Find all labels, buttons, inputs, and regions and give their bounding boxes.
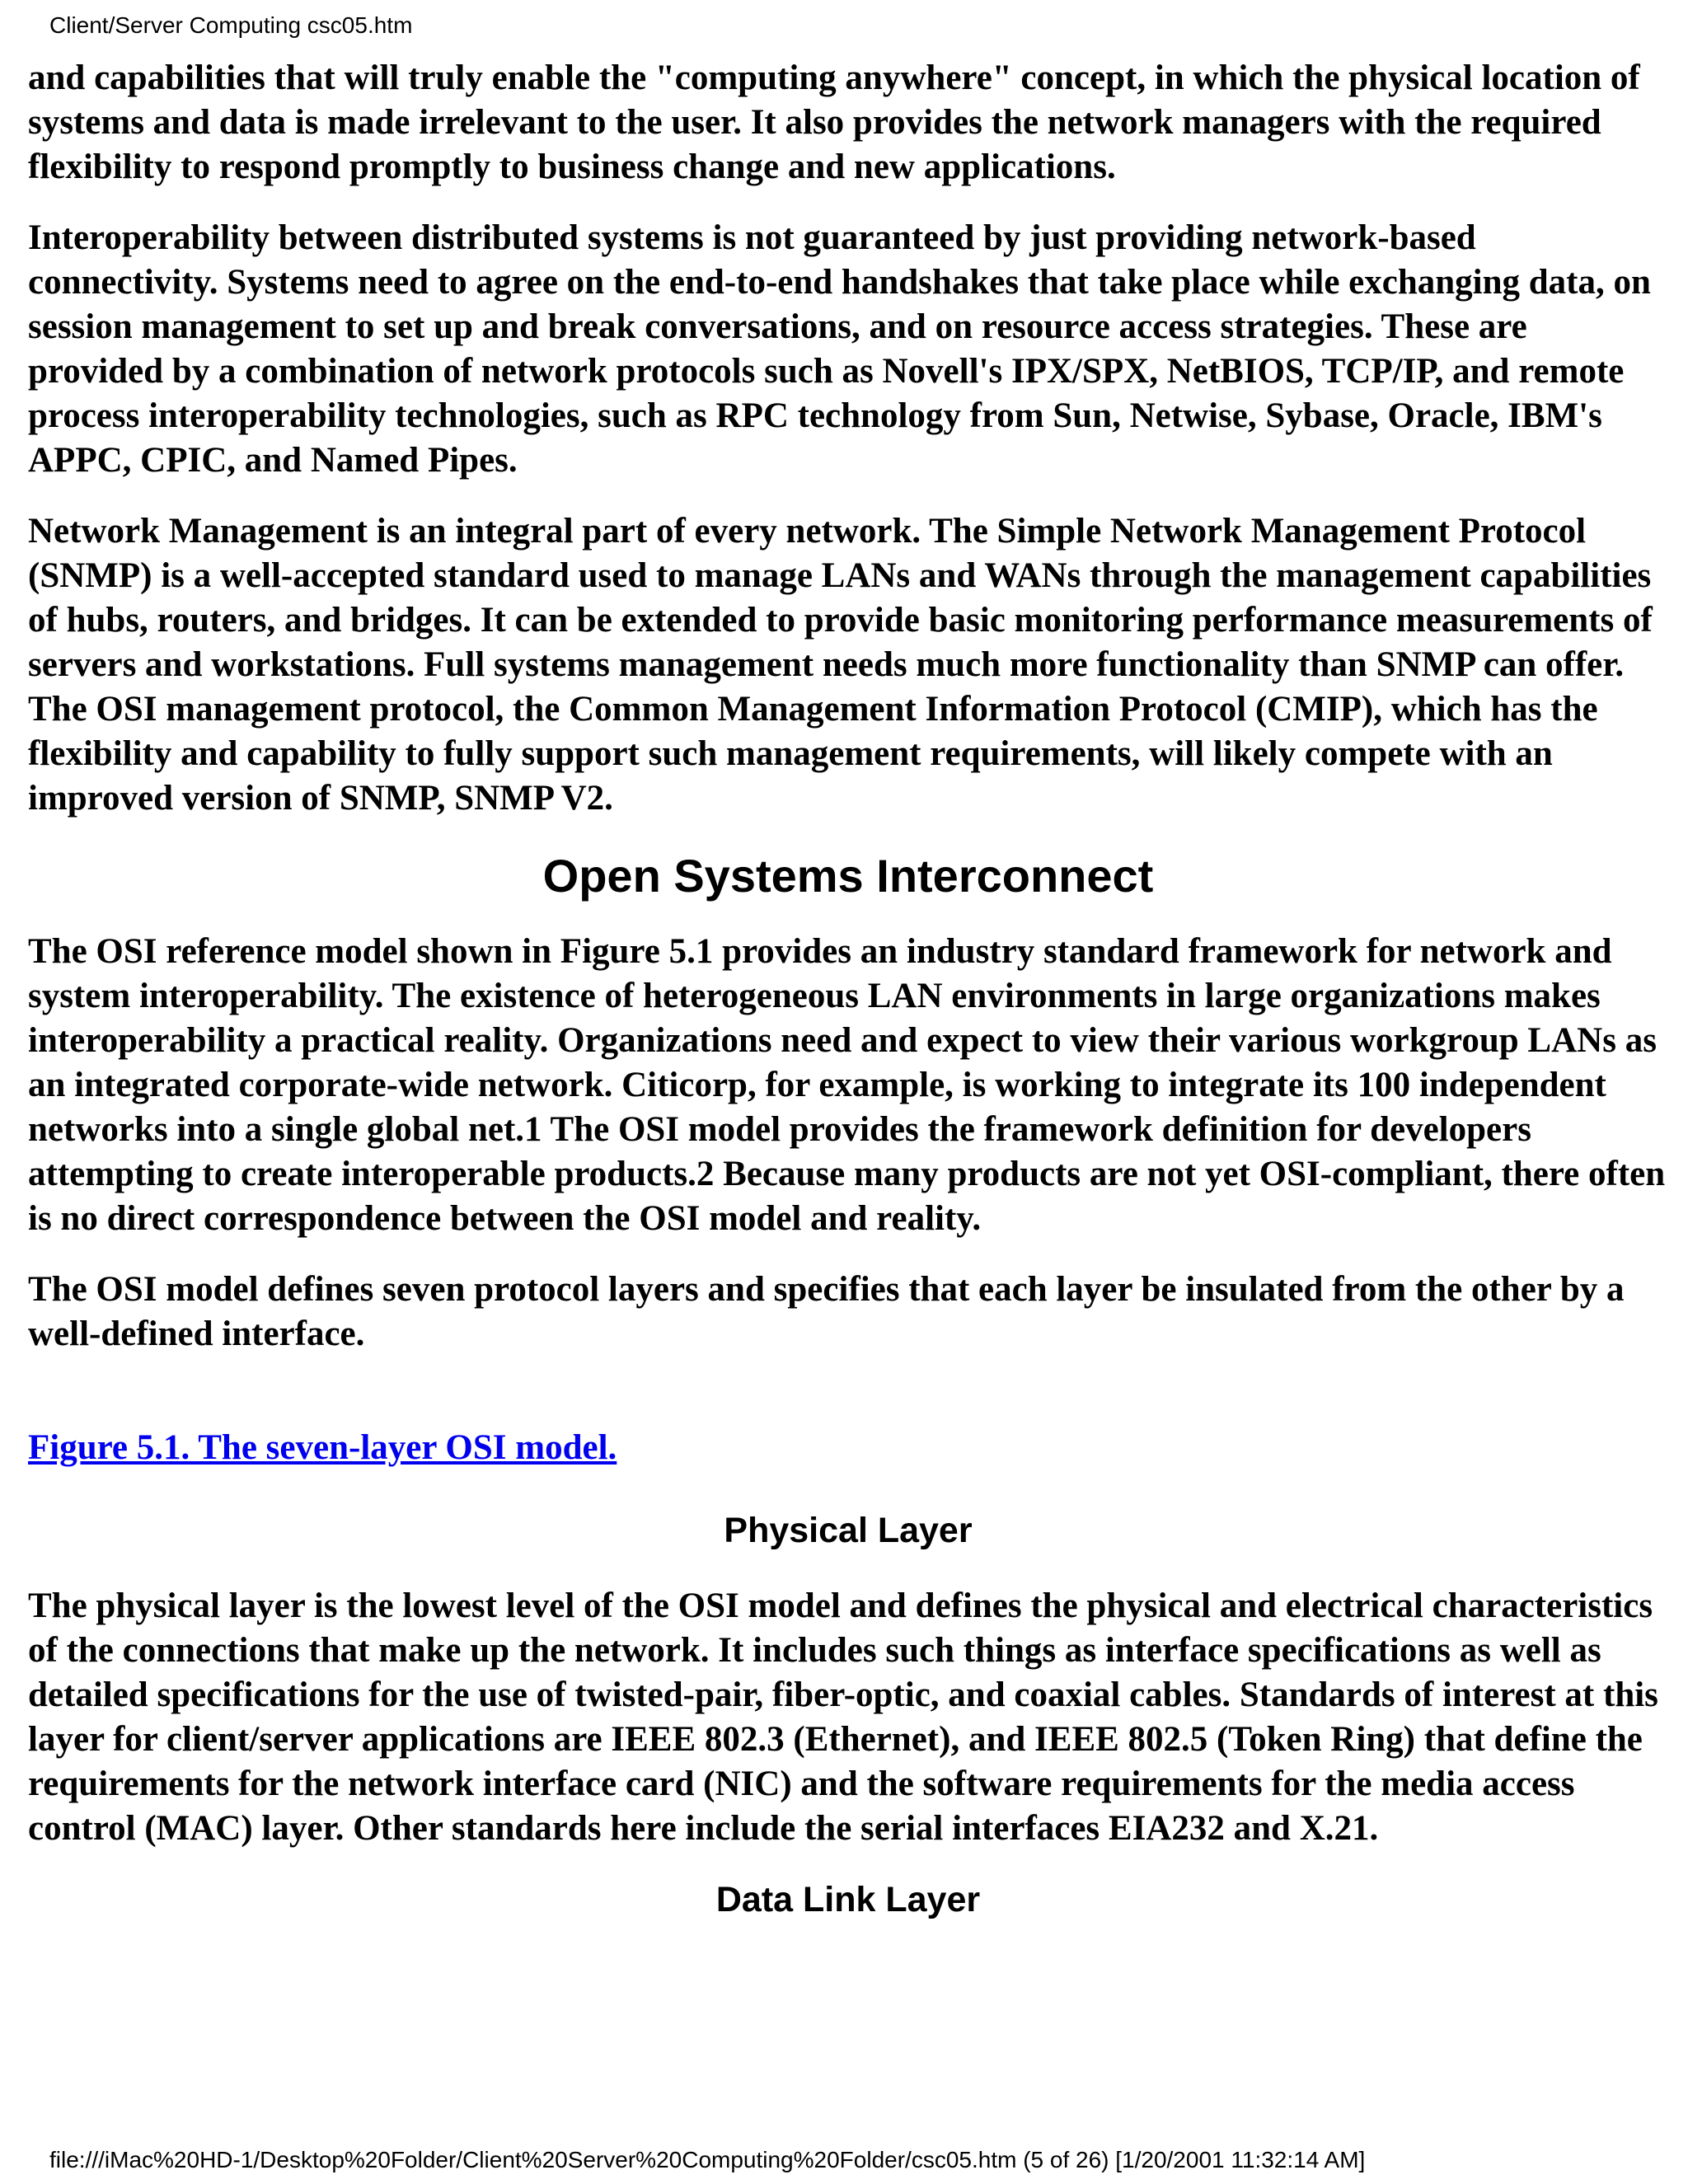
heading-physical-layer: Physical Layer (724, 1511, 973, 1550)
heading-open-systems-interconnect: Open Systems Interconnect (542, 850, 1154, 902)
print-header-title: Client/Server Computing csc05.htm (49, 12, 413, 38)
paragraph-interoperability: Interoperability between distributed systems is not guaranteed by just providing network-based connectivity. Systems need to agree on the end-to-end handshakes that take place while exchanging data, on session management to set up and break conversations, and on resource access strategies. These are provided by a combination of network protocols such as Novell's IPX/SPX, NetBIOS, TCP/IP, and remote process interoperability technologies, such as RPC technology from Sun, Netwise, Sybase, Oracle, IBM's APPC, CPIC, and Named Pipes. (28, 218, 1651, 480)
figure-5-1-link[interactable]: Figure 5.1. The seven-layer OSI model. (28, 1428, 617, 1467)
print-footer-url: file:///iMac%20HD-1/Desktop%20Folder/Client%20Server%20Computing%20Folder/csc05.htm (5 of 26) [1/20/2001 11:32:14 AM] (49, 2147, 1366, 2172)
paragraph-computing-anywhere: and capabilities that will truly enable the "computing anywhere" concept, in which the physical location of systems and data is made irrelevant to the user. It also provides the network managers with the required flexibility to respond promptly to business change and new applications. (28, 59, 1640, 186)
paragraph-physical-layer: The physical layer is the lowest level of the OSI model and defines the physical and electrical characteristics of the connections that make up the network. It includes such things as interface specifications as well as detailed specifications for the use of twisted-pair, fiber-optic, and coaxial cables. Standards of interest at this layer for client/server applications are IEEE 802.3 (Ethernet), and IEEE 802.5 (Token Ring) that define the requirements for the network interface card (NIC) and the software requirements for the media access control (MAC) layer. Other standards here include the serial interfaces EIA232 and X.21. (28, 1586, 1658, 1848)
document-body (28, 56, 1668, 1953)
paragraph-osi-reference-model: The OSI reference model shown in Figure 5.1 provides an industry standard framework for network and system interoperability. The existence of heterogeneous LAN environments in large organizations makes interoperability a practical reality. Organizations need and expect to view their various workgroup LANs as an integrated corporate-wide network. Citicorp, for example, is working to integrate its 100 independent networks into a single global net.1 The OSI model provides the framework definition for developers attempting to create interoperable products.2 Because many products are not yet OSI-compliant, there often is no direct correspondence between the OSI model and reality. (28, 932, 1666, 1238)
heading-data-link-layer: Data Link Layer (715, 1880, 981, 1919)
paragraph-network-management: Network Management is an integral part of every network. The Simple Network Management Protocol (SNMP) is a well-accepted standard used to manage LANs and WANs through the management capabilities of hubs, routers, and bridges. It can be extended to provide basic monitoring performance measurements of servers and workstations. Full systems management needs much more functionality than SNMP can offer. The OSI management protocol, the Common Management Information Protocol (CMIP), which has the flexibility and capability to fully support such management requirements, will likely compete with an improved version of SNMP, SNMP V2. (28, 512, 1653, 818)
paragraph-seven-layers: The OSI model defines seven protocol layers and specifies that each layer be insulated from the other by a well-defined interface. (28, 1270, 1625, 1353)
